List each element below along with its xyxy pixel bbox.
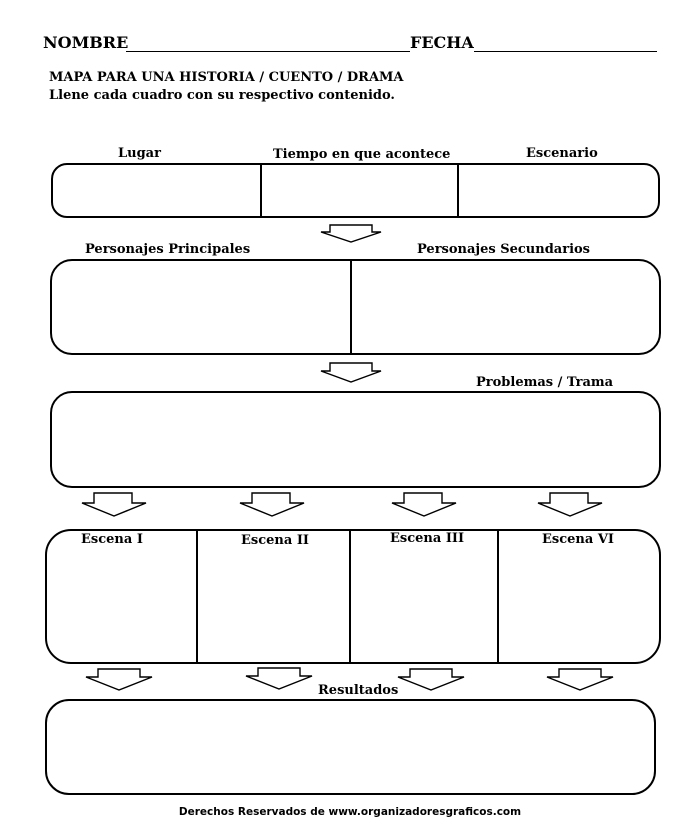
down-arrow-icon: [80, 492, 148, 518]
scenes-box[interactable]: [45, 529, 661, 664]
name-label: NOMBRE: [43, 33, 129, 52]
worksheet-instruction: Llene cada cuadro con su respectivo contenido.: [49, 88, 395, 103]
results-label: Resultados: [318, 683, 399, 698]
down-arrow-icon: [536, 492, 604, 518]
characters-box[interactable]: [50, 259, 661, 355]
down-arrow-icon: [390, 492, 458, 518]
date-field-line[interactable]: [474, 51, 657, 52]
scene-4-label: Escena VI: [542, 532, 614, 547]
scenes-divider-1: [196, 531, 198, 662]
down-arrow-icon: [238, 492, 306, 518]
down-arrow-icon: [244, 667, 314, 691]
secondary-characters-label: Personajes Secundarios: [417, 242, 590, 257]
down-arrow-icon: [545, 668, 615, 692]
setting-box[interactable]: [51, 163, 660, 218]
scene-3-label: Escena III: [390, 531, 465, 546]
results-box[interactable]: [45, 699, 656, 795]
scene-2-label: Escena II: [241, 533, 309, 548]
main-characters-label: Personajes Principales: [85, 242, 251, 257]
down-arrow-icon: [84, 668, 154, 692]
characters-divider: [350, 261, 352, 353]
date-label: FECHA: [410, 33, 474, 52]
setting-divider-2: [457, 165, 459, 216]
scenes-divider-2: [349, 531, 351, 662]
scene-1-label: Escena I: [81, 532, 143, 547]
down-arrow-icon: [396, 668, 466, 692]
time-label: Tiempo en que acontece: [273, 147, 451, 162]
place-label: Lugar: [118, 146, 161, 161]
name-field-line[interactable]: [126, 51, 410, 52]
copyright-footer: Derechos Reservados de www.organizadoresgraficos.com: [178, 806, 522, 818]
scenes-divider-3: [497, 531, 499, 662]
down-arrow-icon: [318, 362, 384, 384]
worksheet-title: MAPA PARA UNA HISTORIA / CUENTO / DRAMA: [49, 70, 404, 85]
setting-divider-1: [260, 165, 262, 216]
plot-box[interactable]: [50, 391, 661, 488]
plot-label: Problemas / Trama: [476, 375, 614, 390]
down-arrow-icon: [318, 224, 384, 244]
scenario-label: Escenario: [526, 146, 598, 161]
